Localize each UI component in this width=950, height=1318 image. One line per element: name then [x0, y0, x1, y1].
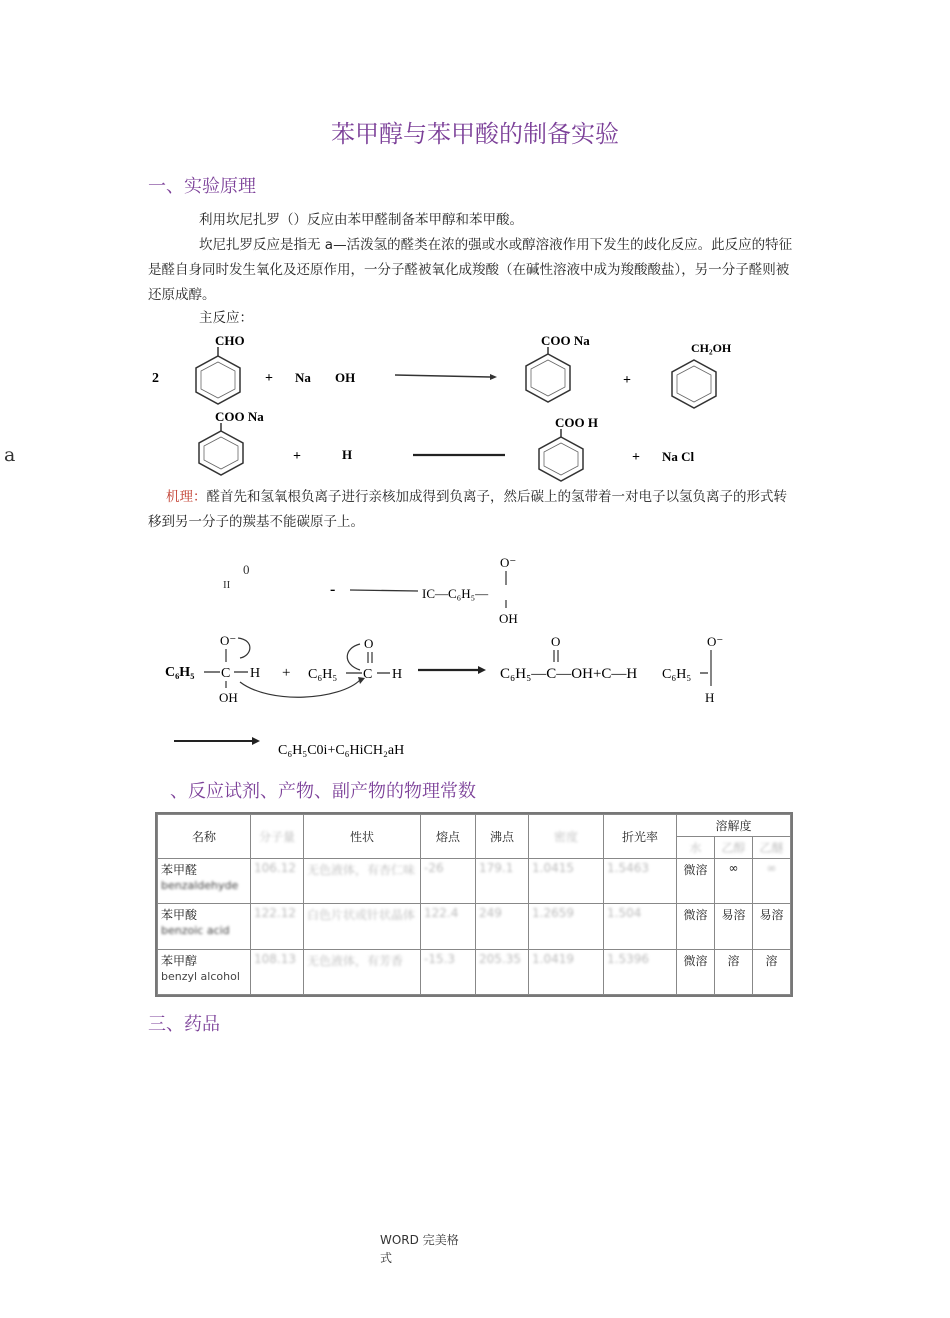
row-property: 无色液体，有芳香 [304, 949, 421, 994]
mechanism-step-1 [150, 548, 570, 630]
coefficient: 2 [152, 371, 159, 386]
row-sol-ether: 易溶 [753, 904, 791, 949]
col-header-name: 名称 [158, 815, 251, 859]
benzene-ring [539, 437, 583, 481]
row-refractive: 1.5463 [604, 859, 677, 904]
paragraph-main-reaction: 主反应： [199, 310, 253, 326]
minus-sign: - [330, 581, 336, 598]
row-bp: 179.1 [476, 859, 529, 904]
section-heading-constants: 、反应试剂、产物、副产物的物理常数 [170, 781, 476, 802]
plus-sign: + [282, 665, 291, 681]
reaction-arrow [350, 590, 418, 591]
plus-sign: + [632, 450, 640, 465]
row-bp: 249 [476, 904, 529, 949]
plus-sign: + [623, 373, 631, 388]
row-mw: 106.12 [251, 859, 304, 904]
row-refractive: 1.504 [604, 904, 677, 949]
row-sol-ethanol: ∞ [715, 859, 753, 904]
hydrogen-atom: H [250, 666, 261, 681]
table-row [158, 859, 791, 904]
section-heading-reagents: 三、药品 [148, 1014, 220, 1035]
paragraph-definition: 坎尼扎罗反应是指无 a—活泼氢的醛类在浓的强或水或醇溶液作用下发生的歧化反应。此反应的特征是醛自身同时发生氧化及还原作用，一分子醛被氧化成羧酸（在碱性溶液中成为羧酸酸盐），另一分子醛则被还原成醇。 [148, 237, 793, 303]
final-products: C₆H₅C0i+C₆HiCH₂aH [278, 743, 405, 758]
table-row [158, 949, 791, 994]
row-sol-water: 微溶 [677, 859, 715, 904]
product-acid-label: COO H [555, 415, 598, 430]
phenyl-group: C₆H₅ [662, 667, 692, 682]
row-density: 1.0415 [529, 859, 604, 904]
row-sol-ether: ∞ [753, 859, 791, 904]
col-header-solubility: 溶解度 [677, 815, 791, 837]
row-property: 无色液体，有杏仁味 [304, 859, 421, 904]
reagent-na: Na [295, 370, 311, 385]
mechanism-text: 醛首先和氢氧根负离子进行亲核加成得到负离子，然后碳上的氢带着一对电子以氢负离子的形式转移到另一分子的羰基不能碳原子上。 [148, 489, 787, 530]
row-bp: 205.35 [476, 949, 529, 994]
phenyl-group: C₆H₅ [165, 665, 195, 680]
electron-arrow [347, 644, 360, 670]
carbon-atom: C [363, 667, 373, 682]
oxide-anion: O⁻ [500, 555, 517, 570]
row-name: 苯甲酸 [161, 908, 198, 923]
benzene-ring [196, 356, 240, 404]
row-mw: 108.13 [251, 949, 304, 994]
hydroxyl: OH [219, 690, 238, 705]
row-density: 1.2659 [529, 904, 604, 949]
row-name: 苯甲醇 [161, 953, 198, 968]
fragment-text: IC—C₆H₅— [422, 586, 489, 601]
oxide-anion: O⁻ [220, 633, 237, 648]
benzene-ring [672, 360, 716, 408]
col-header-density: 密度 [529, 815, 604, 859]
carbon-atom: C [221, 666, 231, 681]
section-heading-principle: 一、实验原理 [148, 176, 256, 197]
hydroxyl: OH [499, 611, 518, 626]
footer-line-1: WORD 完美格 [380, 1233, 459, 1247]
carbonyl-oxygen: O [364, 636, 374, 651]
row-sol-water: 微溶 [677, 904, 715, 949]
byproduct-nacl: Na Cl [662, 449, 695, 464]
reactant-label: CHO [215, 333, 245, 348]
sol-sub-ethanol: 乙醇 [715, 837, 753, 859]
oxygen-top: 0 [243, 562, 250, 577]
phenyl-group: C₆H₅ [308, 667, 338, 682]
plus-sign: + [265, 371, 273, 386]
double-bond-mark: II [223, 579, 231, 591]
plus-sign: + [293, 449, 301, 464]
row-name: 苯甲醛 [161, 863, 198, 877]
row-mp: -26 [421, 859, 476, 904]
paragraph-intro: 利用坎尼扎罗（）反应由苯甲醛制备苯甲醇和苯甲酸。 [199, 212, 523, 228]
reactant-label: COO Na [215, 409, 264, 424]
reagent-h: H [342, 447, 353, 462]
row-sol-water: 微溶 [677, 949, 715, 994]
product-text: C₆H₅—C—OH+C—H [500, 666, 638, 682]
benzene-ring [526, 354, 570, 402]
row-mp: 122.4 [421, 904, 476, 949]
hydrogen-atom: H [392, 667, 403, 682]
row-property: 白色片状或针状晶体 [304, 904, 421, 949]
hydrogen-atom: H [705, 690, 715, 705]
reagent-oh: OH [335, 370, 356, 385]
row-name-en: benzaldehyde [161, 879, 239, 892]
physical-constants-table [155, 812, 793, 997]
row-sol-ethanol: 溶 [715, 949, 753, 994]
row-mp: -15.3 [421, 949, 476, 994]
oxide-anion: O⁻ [707, 634, 724, 649]
sol-sub-water: 水 [677, 837, 715, 859]
mechanism-step-2 [160, 630, 760, 710]
page-title: 苯甲醇与苯甲酸的制备实验 [331, 120, 619, 148]
col-header-mw: 分子量 [251, 815, 304, 859]
row-density: 1.0419 [529, 949, 604, 994]
col-header-bp: 沸点 [476, 815, 529, 859]
reaction-arrow [395, 375, 490, 377]
mechanism-label: 机理： [166, 489, 207, 505]
reaction-scheme-1 [145, 330, 785, 410]
mechanism-paragraph [148, 485, 798, 535]
row-name-en: benzoic acid [161, 924, 230, 938]
page-footer [380, 1231, 470, 1267]
product-carboxylate-label: COO Na [541, 333, 590, 348]
electron-arrow [238, 638, 250, 658]
col-header-refractive: 折光率 [604, 815, 677, 859]
sol-sub-ether: 乙醚 [753, 837, 791, 859]
table-row [158, 904, 791, 949]
reaction-scheme-2 [145, 404, 785, 484]
product-carbonyl-oxygen: O [551, 634, 561, 649]
footer-line-2: 式 [380, 1251, 393, 1265]
product-alcohol-label: CH₂OH [691, 341, 732, 355]
row-mw: 122.12 [251, 904, 304, 949]
col-header-mp: 熔点 [421, 815, 476, 859]
benzene-ring [199, 431, 243, 475]
hydride-shift-arrow [240, 680, 360, 697]
row-refractive: 1.5396 [604, 949, 677, 994]
row-name-en: benzyl alcohol [161, 969, 240, 983]
margin-marker: a [4, 444, 16, 466]
row-sol-ether: 溶 [753, 949, 791, 994]
col-header-property: 性状 [304, 815, 421, 859]
mechanism-step-3 [170, 728, 490, 758]
row-sol-ethanol: 易溶 [715, 904, 753, 949]
